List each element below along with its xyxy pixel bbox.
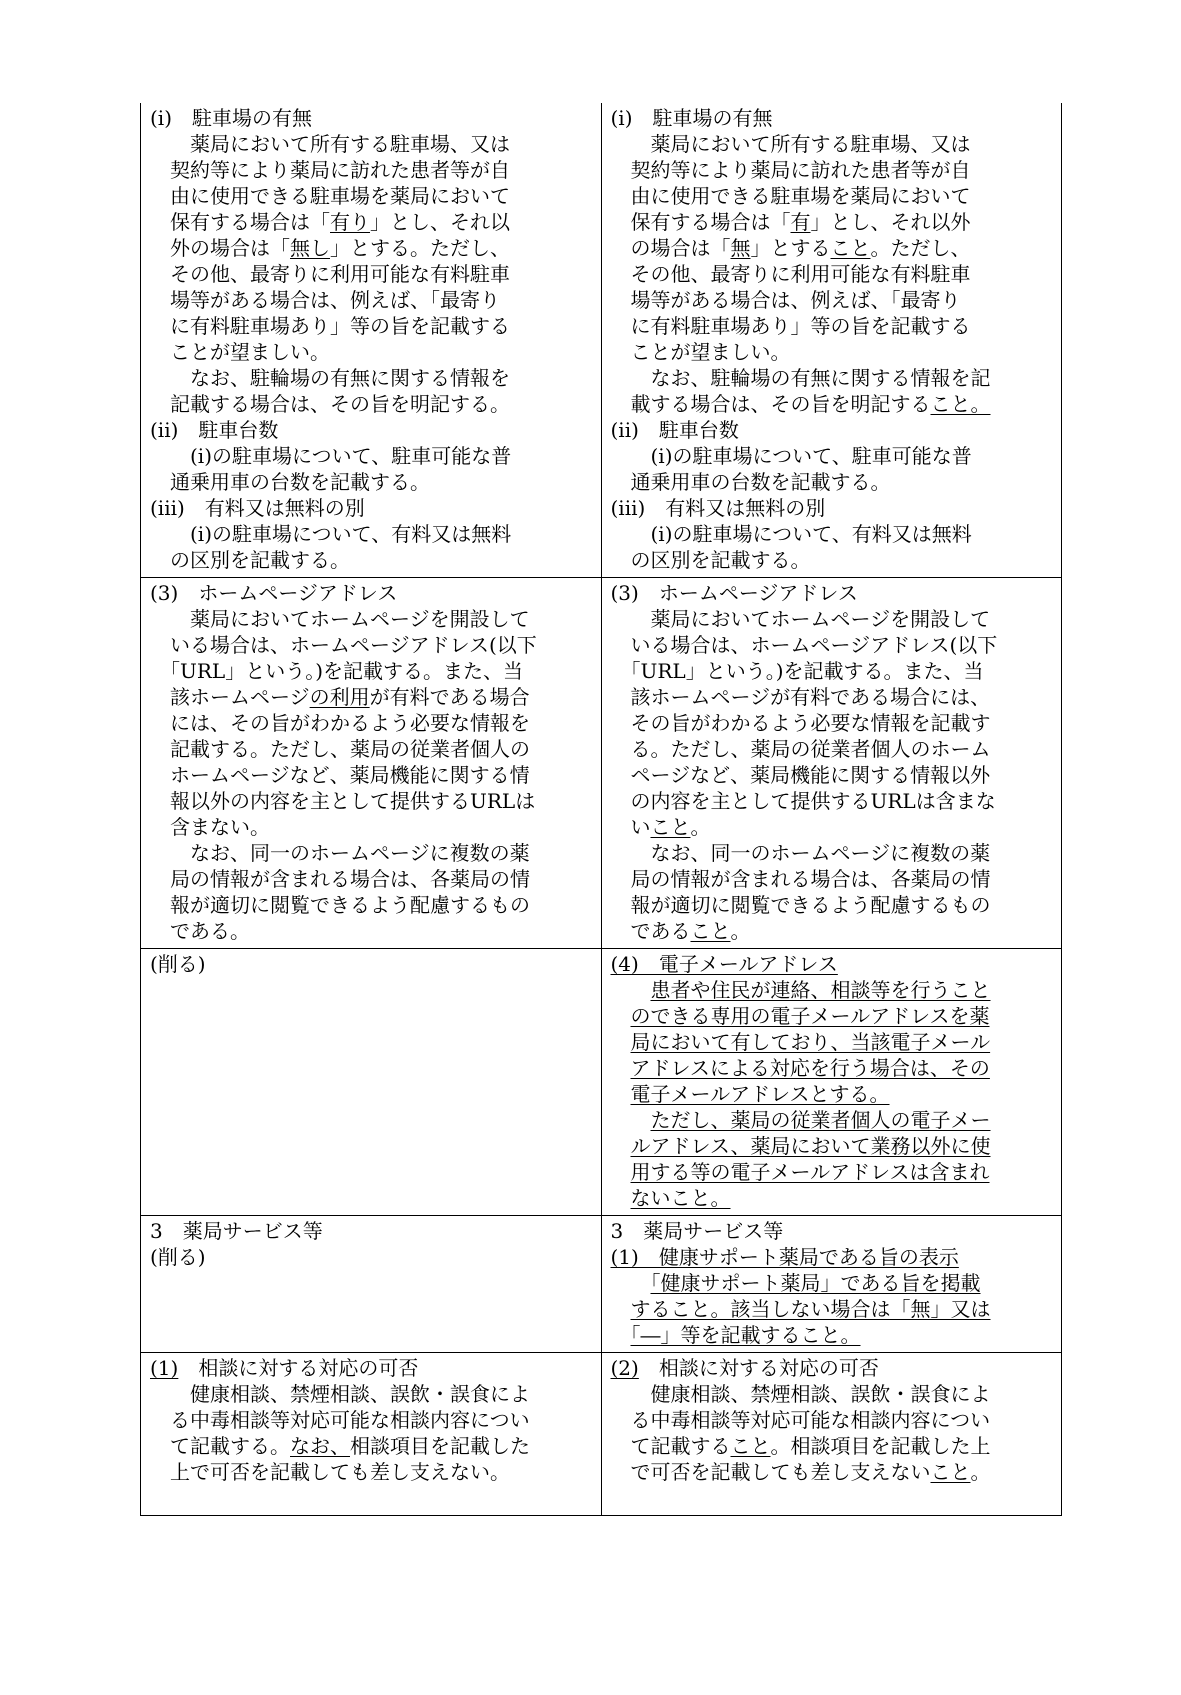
changed-text: 無し xyxy=(290,236,330,260)
changed-text: すること。該当しない場合は「無」又は xyxy=(630,1297,991,1321)
text-segment: 薬局において所有する駐車場、又は xyxy=(150,132,510,156)
text-line xyxy=(150,814,595,840)
text-line xyxy=(611,1055,1056,1081)
text-segment: る中毒相談等対応可能な相談内容につい xyxy=(610,1408,991,1432)
text-segment: (3) ホームページアドレス xyxy=(150,581,398,605)
text-segment: の内容を主として提供するURLは含まな xyxy=(610,789,996,813)
text-line xyxy=(150,1244,595,1270)
text-segment: の場合は「 xyxy=(610,236,731,260)
text-line xyxy=(150,183,595,209)
text-line xyxy=(611,417,1056,443)
text-line xyxy=(611,469,1056,495)
text-segment: 契約等により薬局に訪れた患者等が自 xyxy=(150,158,510,182)
text-segment: (i)の駐車場について、有料又は無料 xyxy=(150,522,512,546)
text-segment: その旨がわかるよう必要な情報を記載す xyxy=(610,711,991,735)
text-line xyxy=(611,209,1056,235)
text-segment: 報が適切に閲覧できるよう配慮するもの xyxy=(150,893,530,917)
text-segment: 相談に対する対応の可否 xyxy=(638,1356,879,1380)
changed-text: (4) 電子メールアドレス xyxy=(610,952,838,976)
text-segment: (ii) 駐車台数 xyxy=(150,418,279,442)
text-segment xyxy=(611,1186,631,1210)
text-line xyxy=(611,391,1056,417)
text-line xyxy=(150,1381,595,1407)
changed-text: アドレスによる対応を行う場合は、その xyxy=(630,1056,990,1080)
text-line xyxy=(150,1433,595,1459)
text-segment: (iii) 有料又は無料の別 xyxy=(150,496,365,520)
text-segment: 薬局において所有する駐車場、又は xyxy=(610,132,971,156)
new-text-cell xyxy=(601,1216,1062,1353)
text-segment: 報が適切に閲覧できるよう配慮するもの xyxy=(610,893,991,917)
text-line xyxy=(150,1218,595,1244)
text-segment xyxy=(611,978,651,1002)
text-line xyxy=(150,788,595,814)
text-line xyxy=(611,606,1056,632)
text-segment: (3) ホームページアドレス xyxy=(610,581,858,605)
text-line xyxy=(611,1355,1056,1381)
new-text-cell xyxy=(601,103,1062,578)
text-segment: に有料駐車場あり」等の旨を記載する xyxy=(150,314,510,338)
text-line xyxy=(150,762,595,788)
table-row-consultation xyxy=(141,1353,1062,1516)
text-segment: が有料である場合 xyxy=(369,685,530,709)
text-segment: 上で可否を記載しても差し支えない。 xyxy=(150,1460,510,1484)
text-line xyxy=(611,1185,1056,1211)
new-text-cell xyxy=(601,1353,1062,1516)
text-segment: ページなど、薬局機能に関する情報以外 xyxy=(610,763,991,787)
text-segment: 外の場合は「 xyxy=(150,236,290,260)
changed-text: こと xyxy=(930,392,971,416)
old-text-cell xyxy=(141,1353,602,1516)
text-line xyxy=(150,1355,595,1381)
changed-text: こと xyxy=(690,919,731,943)
table-row-pharmacy-services xyxy=(141,1216,1062,1353)
text-segment: 該ホームページ xyxy=(150,685,310,709)
text-segment: て記載する xyxy=(610,1434,731,1458)
changed-text: なお、 xyxy=(290,1434,350,1458)
text-line xyxy=(150,261,595,287)
text-segment xyxy=(611,1134,631,1158)
text-line xyxy=(611,131,1056,157)
text-line xyxy=(150,105,595,131)
text-segment: (i) 駐車場の有無 xyxy=(150,106,313,130)
text-segment: 「URL」という。)を記載する。また、当 xyxy=(150,659,523,683)
new-text-cell xyxy=(601,578,1062,949)
text-segment: 」とし、それ以外 xyxy=(810,210,971,234)
changed-text: の利用 xyxy=(309,685,370,709)
text-segment: に有料駐車場あり」等の旨を記載する xyxy=(610,314,971,338)
text-segment: なお、同一のホームページに複数の薬 xyxy=(610,841,991,865)
text-segment: いる場合は、ホームページアドレス(以下 xyxy=(150,633,537,657)
text-line xyxy=(150,1407,595,1433)
text-segment: 3 薬局サービス等 xyxy=(610,1219,784,1243)
text-segment: 記載する。ただし、薬局の従業者個人の xyxy=(150,737,530,761)
text-line xyxy=(150,339,595,365)
text-line xyxy=(611,710,1056,736)
text-line xyxy=(611,1029,1056,1055)
changed-text: (1) xyxy=(150,1356,179,1380)
changed-text: 無 xyxy=(730,236,751,260)
changed-text: こと xyxy=(830,236,871,260)
text-line xyxy=(150,892,595,918)
changed-text: 用する等の電子メールアドレスは含まれ xyxy=(630,1160,990,1184)
text-line xyxy=(150,632,595,658)
text-segment: である xyxy=(610,919,691,943)
new-text-cell xyxy=(601,949,1062,1216)
text-line xyxy=(150,417,595,443)
text-line xyxy=(150,365,595,391)
text-segment: 該ホームページが有料である場合には、 xyxy=(610,685,991,709)
text-segment: (i)の駐車場について、駐車可能な普 xyxy=(150,444,512,468)
text-segment: なお、駐輪場の有無に関する情報を記 xyxy=(610,366,991,390)
text-segment: その他、最寄りに利用可能な有料駐車 xyxy=(610,262,971,286)
text-segment: 含まない。 xyxy=(150,815,270,839)
text-segment: 場等がある場合は、例えば、「最寄り xyxy=(150,288,500,312)
text-segment: 3 薬局サービス等 xyxy=(150,1219,323,1243)
text-segment: なお、同一のホームページに複数の薬 xyxy=(150,841,530,865)
text-line xyxy=(611,977,1056,1003)
text-line xyxy=(150,391,595,417)
text-line xyxy=(611,1407,1056,1433)
text-line xyxy=(611,866,1056,892)
text-line xyxy=(150,157,595,183)
comparison-table-body xyxy=(141,103,1062,1516)
text-line xyxy=(150,606,595,632)
text-segment xyxy=(611,1323,631,1347)
text-line xyxy=(150,313,595,339)
changed-text: ただし、薬局の従業者個人の電子メー xyxy=(650,1108,991,1132)
text-line xyxy=(611,632,1056,658)
text-line xyxy=(150,918,595,944)
text-segment: 載する場合は、その旨を明記する xyxy=(610,392,931,416)
text-segment: 薬局においてホームページを開設して xyxy=(150,607,530,631)
text-segment: ことが望ましい。 xyxy=(610,340,791,364)
changed-text: 電子メールアドレスとする。 xyxy=(630,1082,890,1106)
text-segment xyxy=(611,1056,631,1080)
text-line xyxy=(611,547,1056,573)
changed-text: 局において有しており、当該電子メール xyxy=(630,1030,991,1054)
text-segment xyxy=(611,1160,631,1184)
changed-text: こと xyxy=(730,1434,771,1458)
text-segment: 健康相談、禁煙相談、誤飲・誤食によ xyxy=(610,1382,991,1406)
text-line xyxy=(150,495,595,521)
text-segment: (i) 駐車場の有無 xyxy=(610,106,773,130)
changed-text: (1) 健康サポート薬局である旨の表示 xyxy=(610,1245,959,1269)
text-line xyxy=(150,866,595,892)
text-line xyxy=(611,1433,1056,1459)
text-segment: 相談項目を記載した xyxy=(350,1434,530,1458)
text-line xyxy=(611,814,1056,840)
text-line xyxy=(611,443,1056,469)
text-segment: 。ただし、 xyxy=(870,236,971,260)
text-line xyxy=(611,495,1056,521)
text-segment: 局の情報が含まれる場合は、各薬局の情 xyxy=(150,867,530,891)
text-line xyxy=(150,131,595,157)
text-segment: (iii) 有料又は無料の別 xyxy=(610,496,826,520)
text-line xyxy=(150,547,595,573)
text-segment: (削る) xyxy=(150,952,206,976)
changed-text: 有 xyxy=(790,210,811,234)
changed-text: こと xyxy=(930,1460,971,1484)
text-segment: ことが望ましい。 xyxy=(150,340,330,364)
text-segment: 。相談項目を記載した上 xyxy=(770,1434,991,1458)
text-line xyxy=(150,287,595,313)
text-line xyxy=(611,261,1056,287)
text-line xyxy=(611,365,1056,391)
text-segment: 契約等により薬局に訪れた患者等が自 xyxy=(610,158,971,182)
text-segment: て記載する。 xyxy=(150,1434,290,1458)
text-segment: 通乗用車の台数を記載する。 xyxy=(610,470,891,494)
changed-text: 「―」等を記載すること。 xyxy=(630,1323,861,1347)
text-segment: 。 xyxy=(970,1460,991,1484)
text-segment: 相談に対する対応の可否 xyxy=(178,1356,419,1380)
text-line xyxy=(611,313,1056,339)
text-line xyxy=(611,1296,1056,1322)
text-line xyxy=(611,951,1056,977)
text-line xyxy=(150,840,595,866)
text-line xyxy=(611,840,1056,866)
text-line xyxy=(150,580,595,606)
changed-text: 患者や住民が連絡、相談等を行うこと xyxy=(650,978,991,1002)
text-line xyxy=(150,710,595,736)
changed-text: 「健康サポート薬局」である旨を掲載 xyxy=(650,1271,981,1295)
text-segment: その他、最寄りに利用可能な有料駐車 xyxy=(150,262,510,286)
text-line xyxy=(150,521,595,547)
text-segment: ホームページなど、薬局機能に関する情 xyxy=(150,763,530,787)
text-line xyxy=(611,183,1056,209)
text-segment xyxy=(611,1004,631,1028)
old-text-cell xyxy=(141,949,602,1216)
text-line xyxy=(611,521,1056,547)
changed-text: 。 xyxy=(970,392,991,416)
text-segment: 由に使用できる駐車場を薬局において xyxy=(150,184,510,208)
text-line xyxy=(611,1244,1056,1270)
text-segment: 場等がある場合は、例えば、「最寄り xyxy=(610,288,961,312)
text-segment: い xyxy=(610,815,651,839)
text-line xyxy=(611,1381,1056,1407)
changed-text: ルアドレス、薬局において業務以外に使 xyxy=(630,1134,991,1158)
text-segment: 薬局においてホームページを開設して xyxy=(610,607,991,631)
text-segment xyxy=(611,1271,651,1295)
old-text-cell xyxy=(141,578,602,949)
text-line xyxy=(611,287,1056,313)
text-segment: の区別を記載する。 xyxy=(150,548,350,572)
table-row-parking xyxy=(141,103,1062,578)
text-line xyxy=(611,1159,1056,1185)
text-segment xyxy=(611,1030,631,1054)
text-line xyxy=(611,1459,1056,1485)
text-segment: の区別を記載する。 xyxy=(610,548,811,572)
text-segment: 」とする xyxy=(750,236,831,260)
text-line xyxy=(611,684,1056,710)
text-line xyxy=(611,1003,1056,1029)
text-segment: 健康相談、禁煙相談、誤飲・誤食によ xyxy=(150,1382,530,1406)
old-text-cell xyxy=(141,1216,602,1353)
text-segment: 。 xyxy=(690,815,711,839)
text-segment: 「URL」という。)を記載する。また、当 xyxy=(610,659,984,683)
text-segment xyxy=(611,1297,631,1321)
text-line xyxy=(611,1107,1056,1133)
text-segment: には、その旨がわかるよう必要な情報を xyxy=(150,711,530,735)
text-segment: (i)の駐車場について、駐車可能な普 xyxy=(610,444,972,468)
comparison-table xyxy=(140,103,1062,1516)
text-line xyxy=(150,209,595,235)
text-segment xyxy=(611,1108,651,1132)
old-text-cell xyxy=(141,103,602,578)
table-row-homepage-address xyxy=(141,578,1062,949)
table-row-email-address xyxy=(141,949,1062,1216)
changed-text: のできる専用の電子メールアドレスを薬 xyxy=(630,1004,990,1028)
text-line xyxy=(611,580,1056,606)
changed-text: 有り xyxy=(330,210,370,234)
text-line xyxy=(611,892,1056,918)
text-line xyxy=(150,443,595,469)
text-line xyxy=(611,1133,1056,1159)
text-segment: る。ただし、薬局の従業者個人のホーム xyxy=(610,737,991,761)
text-line xyxy=(611,339,1056,365)
text-segment: 通乗用車の台数を記載する。 xyxy=(150,470,430,494)
changed-text: (2) xyxy=(610,1356,639,1380)
text-line xyxy=(611,105,1056,131)
text-segment: 局の情報が含まれる場合は、各薬局の情 xyxy=(610,867,991,891)
text-segment xyxy=(611,1082,631,1106)
text-segment: 報以外の内容を主として提供するURLは xyxy=(150,789,536,813)
text-line xyxy=(150,1459,595,1485)
text-line xyxy=(150,658,595,684)
text-line xyxy=(611,157,1056,183)
text-segment: 保有する場合は「 xyxy=(610,210,791,234)
text-segment: 記載する場合は、その旨を明記する。 xyxy=(150,392,510,416)
text-line xyxy=(150,684,595,710)
text-line xyxy=(611,1322,1056,1348)
text-line xyxy=(150,736,595,762)
text-segment: 由に使用できる駐車場を薬局において xyxy=(610,184,971,208)
text-line xyxy=(611,658,1056,684)
text-line xyxy=(611,788,1056,814)
text-segment: 。 xyxy=(730,919,751,943)
text-line xyxy=(611,762,1056,788)
text-line xyxy=(611,1270,1056,1296)
text-segment: (ii) 駐車台数 xyxy=(610,418,739,442)
text-line xyxy=(611,1218,1056,1244)
text-segment: で可否を記載しても差し支えない xyxy=(610,1460,931,1484)
text-segment: 」とする。ただし、 xyxy=(330,236,510,260)
text-segment: (削る) xyxy=(150,1245,206,1269)
text-line xyxy=(611,918,1056,944)
changed-text: ないこと。 xyxy=(630,1186,731,1210)
text-line xyxy=(150,235,595,261)
text-segment: る中毒相談等対応可能な相談内容につい xyxy=(150,1408,530,1432)
text-segment: である。 xyxy=(150,919,250,943)
text-segment: なお、駐輪場の有無に関する情報を xyxy=(150,366,510,390)
text-segment: 」とし、それ以 xyxy=(370,210,510,234)
changed-text: こと xyxy=(650,815,691,839)
text-line xyxy=(611,1081,1056,1107)
text-line xyxy=(150,469,595,495)
text-line xyxy=(611,235,1056,261)
text-line xyxy=(611,736,1056,762)
text-segment: いる場合は、ホームページアドレス(以下 xyxy=(610,633,998,657)
text-segment: 保有する場合は「 xyxy=(150,210,330,234)
text-segment: (i)の駐車場について、有料又は無料 xyxy=(610,522,972,546)
text-line xyxy=(150,951,595,977)
